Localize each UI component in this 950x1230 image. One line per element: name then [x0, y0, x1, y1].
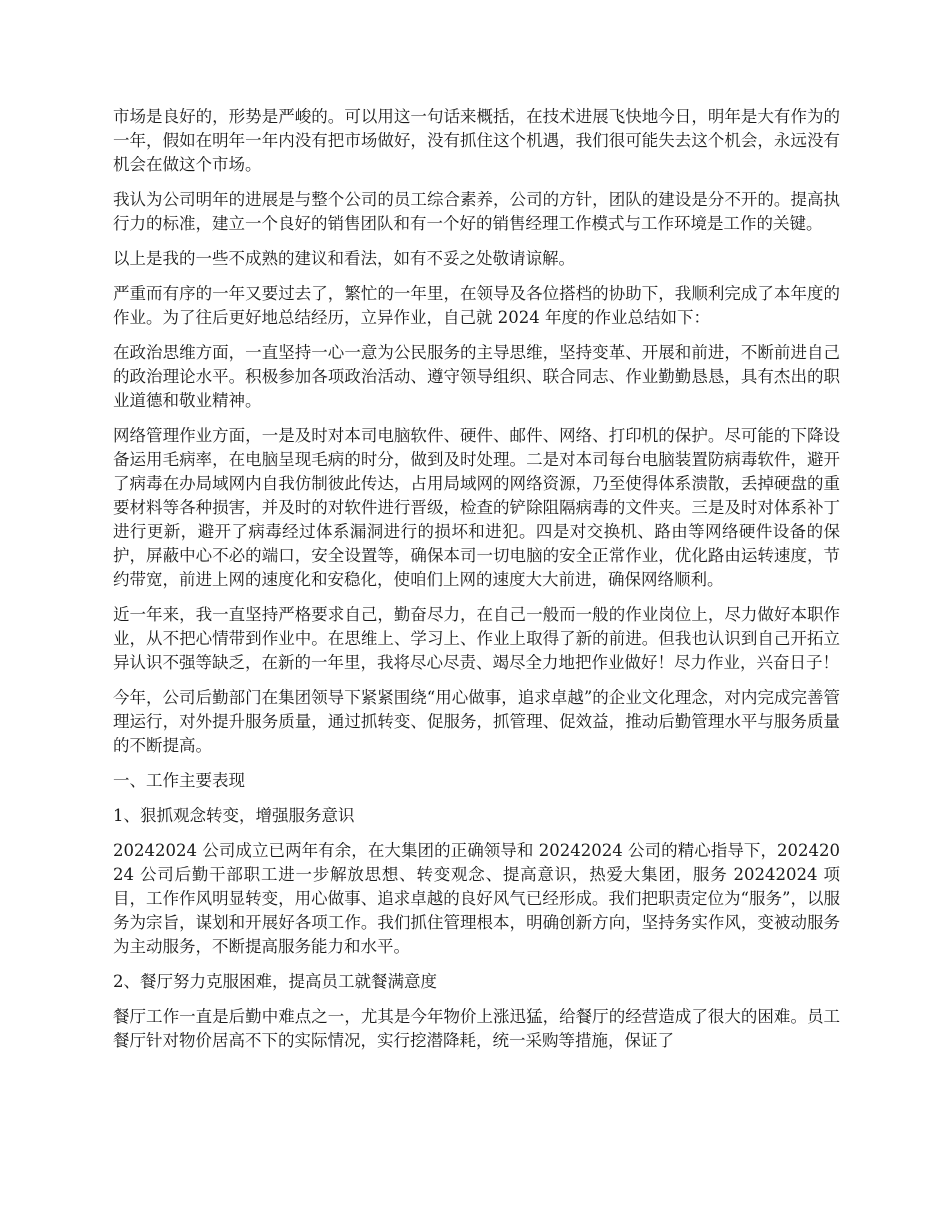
heading-main-performance: 一、工作主要表现 — [113, 771, 245, 790]
document-page — [113, 105, 840, 1064]
heading-canteen: 2、餐厅努力克服困难，提高员工就餐满意度 — [113, 972, 437, 991]
paragraph-concept-change: 20242024 公司成立已两年有余，在大集团的正确领导和 20242024 公司的精心指导下，20242024 公司后勤干部职工进一步解放思想、转变观念、提高意识，热爱大集团，服务 20242024 项目，工作作风明显转变，用心做事、追求卓越的良好风气已经形成。我们把职责定位为“服务”，以服务为宗旨，谋划和开展好各项工作。我们抓住管理根本，明确创新方向，坚持务实作风，变被动服务为主动服务，不断提高服务能力和水平。 — [113, 841, 840, 956]
paragraph-year-summary-intro: 严重而有序的一年又要过去了，繁忙的一年里，在领导及各位搭档的协助下，我顺利完成了本年度的作业。为了往后更好地总结经历，立异作业，自己就 2024 年度的作业总结如下： — [113, 284, 840, 327]
paragraph-closing-remark: 以上是我的一些不成熟的建议和看法，如有不妥之处敬请谅解。 — [113, 249, 575, 268]
paragraph-self-review: 近一年来，我一直坚持严格要求自己，勤奋尽力，在自己一般而一般的作业岗位上，尽力做好本职作业，从不把心情带到作业中。在思维上、学习上、作业上取得了新的前进。但我也认识到自己开拓立异认识不强等缺乏，在新的一年里，我将尽心尽责、竭尽全力地把作业做好！尽力作业，兴奋日子！ — [113, 605, 840, 672]
paragraph-market-outlook: 市场是良好的，形势是严峻的。可以用这一句话来概括，在技术进展飞快地今日，明年是大有作为的一年，假如在明年一年内没有把市场做好，没有抓住这个机遇，我们很可能失去这个机会，永远没有机会在做这个市场。 — [113, 107, 840, 174]
heading-concept-change: 1、狠抓观念转变，增强服务意识 — [113, 806, 355, 825]
paragraph-company-development: 我认为公司明年的进展是与整个公司的员工综合素养，公司的方针，团队的建设是分不开的。提高执行力的标准，建立一个良好的销售团队和有一个好的销售经理工作模式与工作环境是工作的关键。 — [113, 190, 840, 233]
paragraph-network-management: 网络管理作业方面，一是及时对本司电脑软件、硬件、邮件、网络、打印机的保护。尽可能的下降设备运用毛病率，在电脑呈现毛病的时分，做到及时处理。二是对本司每台电脑装置防病毒软件，避开了病毒在办局域网内自我仿制彼此传达，占用局域网的网络资源，乃至使得体系溃散，丢掉硬盘的重要材料等各种损害，并及时的对软件进行晋级，检查的铲除阻隔病毒的文件夹。三是及时对体系补丁进行更新，避开了病毒经过体系漏洞进行的损坏和进犯。四是对交换机、路由等网络硬件设备的保护，屏蔽中心不必的端口，安全设置等，确保本司一切电脑的安全正常作业，优化路由运转速度，节约带宽，前进上网的速度化和安稳化，使咱们上网的速度大大前进，确保网络顺利。 — [113, 426, 840, 589]
paragraph-logistics-intro: 今年，公司后勤部门在集团领导下紧紧围绕“用心做事，追求卓越”的企业文化理念，对内完成完善管理运行，对外提升服务质量，通过抓转变、促服务，抓管理、促效益，推动后勤管理水平与服务质量的不断提高。 — [113, 688, 840, 755]
paragraph-political-thinking: 在政治思维方面，一直坚持一心一意为公民服务的主导思维，坚持变革、开展和前进，不断前进自己的政治理论水平。积极参加各项政治活动、遵守领导组织、联合同志、作业勤勤恳恳，具有杰出的职业道德和敬业精神。 — [113, 343, 840, 410]
paragraph-canteen: 餐厅工作一直是后勤中难点之一，尤其是今年物价上涨迅猛，给餐厅的经营造成了很大的困难。员工餐厅针对物价居高不下的实际情况，实行挖潜降耗，统一采购等措施，保证了 — [113, 1007, 840, 1050]
